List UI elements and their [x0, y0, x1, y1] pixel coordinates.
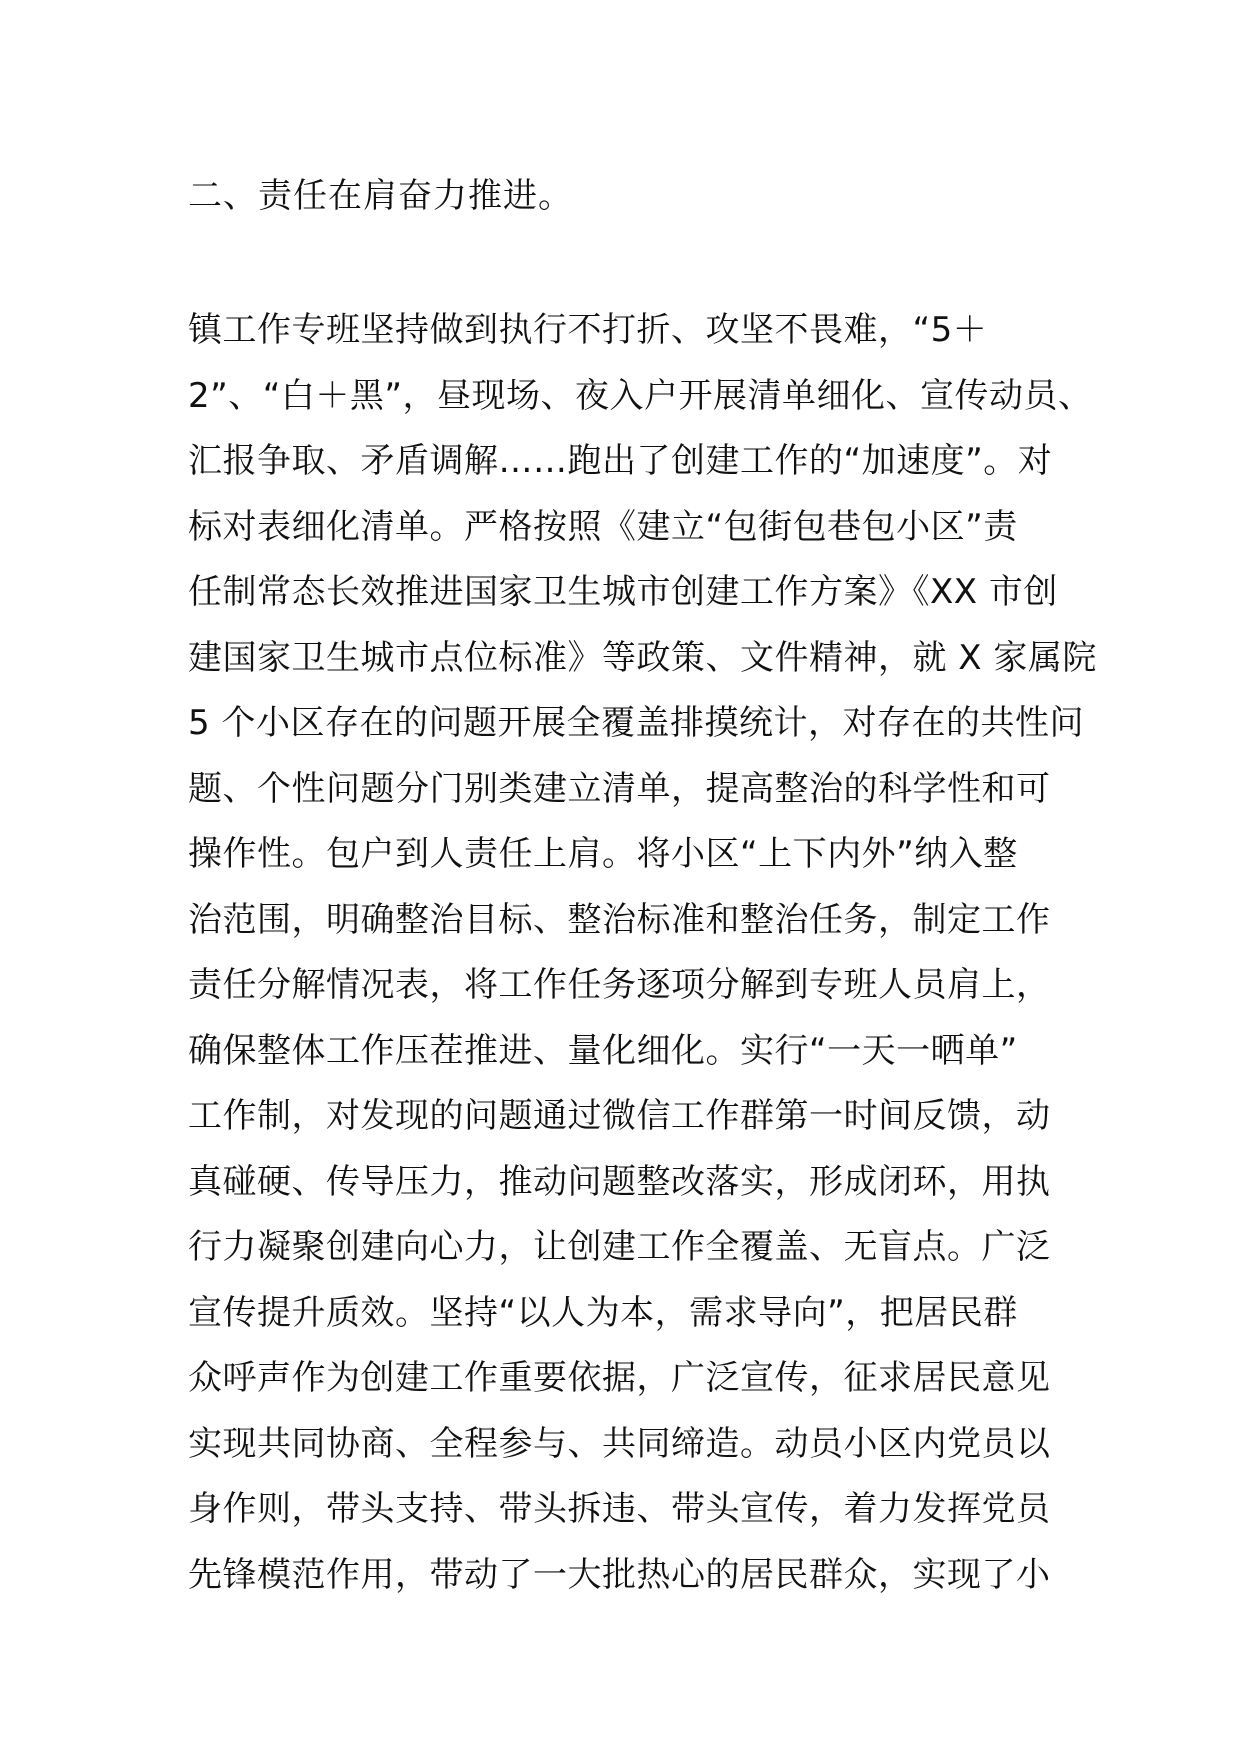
paragraph-line: 实现共同协商、全程参与、共同缔造。动员小区内党员以 [188, 1423, 1051, 1464]
paragraph-line: 宣传提升质效。坚持“以人为本，需求导向”，把居民群 [188, 1292, 1018, 1333]
body-paragraph [188, 298, 1097, 1608]
paragraph-line: 先锋模范作用，带动了一大批热心的居民群众，实现了小 [188, 1554, 1051, 1595]
paragraph-line: 标对表细化清单。严格按照《建立“包街包巷包小区”责 [188, 506, 1018, 547]
paragraph-line: 工作制，对发现的问题通过微信工作群第一时间反馈，动 [188, 1096, 1051, 1136]
paragraph-line: 操作性。包户到人责任上肩。将小区“上下内外”纳入整 [188, 834, 1018, 874]
paragraph-line: 建国家卫生城市点位标准》等政策、文件精神，就 X 家属院 [188, 637, 1097, 678]
paragraph-line: 镇工作专班坚持做到执行不打折、攻坚不畏难，“5＋ [188, 310, 988, 350]
paragraph-line: 行力凝聚创建向心力，让创建工作全覆盖、无盲点。广泛 [188, 1227, 1051, 1267]
section-heading: 二、责任在肩奋力推进。 [188, 176, 573, 216]
paragraph-line: 5 个小区存在的问题开展全覆盖排摸统计，对存在的共性问 [188, 703, 1084, 743]
paragraph-line: 真碰硬、传导压力，推动问题整改落实，形成闭环，用执 [188, 1161, 1051, 1202]
paragraph-line: 任制常态长效推进国家卫生城市创建工作方案》《XX 市创 [188, 572, 1058, 612]
paragraph-line: 责任分解情况表，将工作任务逐项分解到专班人员肩上， [188, 965, 1051, 1005]
paragraph-line: 众呼声作为创建工作重要依据，广泛宣传，征求居民意见 [188, 1358, 1051, 1398]
paragraph-line: 2”、“白＋黑”，昼现场、夜入户开展清单细化、宣传动员、 [188, 375, 1093, 416]
paragraph-line: 治范围，明确整治目标、整治标准和整治任务，制定工作 [188, 899, 1051, 940]
paragraph-line: 题、个性问题分门别类建立清单，提高整治的科学性和可 [188, 768, 1051, 809]
paragraph-line: 身作则，带头支持、带头拆违、带头宣传，着力发挥党员 [188, 1489, 1051, 1529]
paragraph-line: 确保整体工作压茬推进、量化细化。实行“一天一晒单” [188, 1030, 1018, 1071]
paragraph-line: 汇报争取、矛盾调解……跑出了创建工作的“加速度”。对 [188, 441, 1053, 481]
